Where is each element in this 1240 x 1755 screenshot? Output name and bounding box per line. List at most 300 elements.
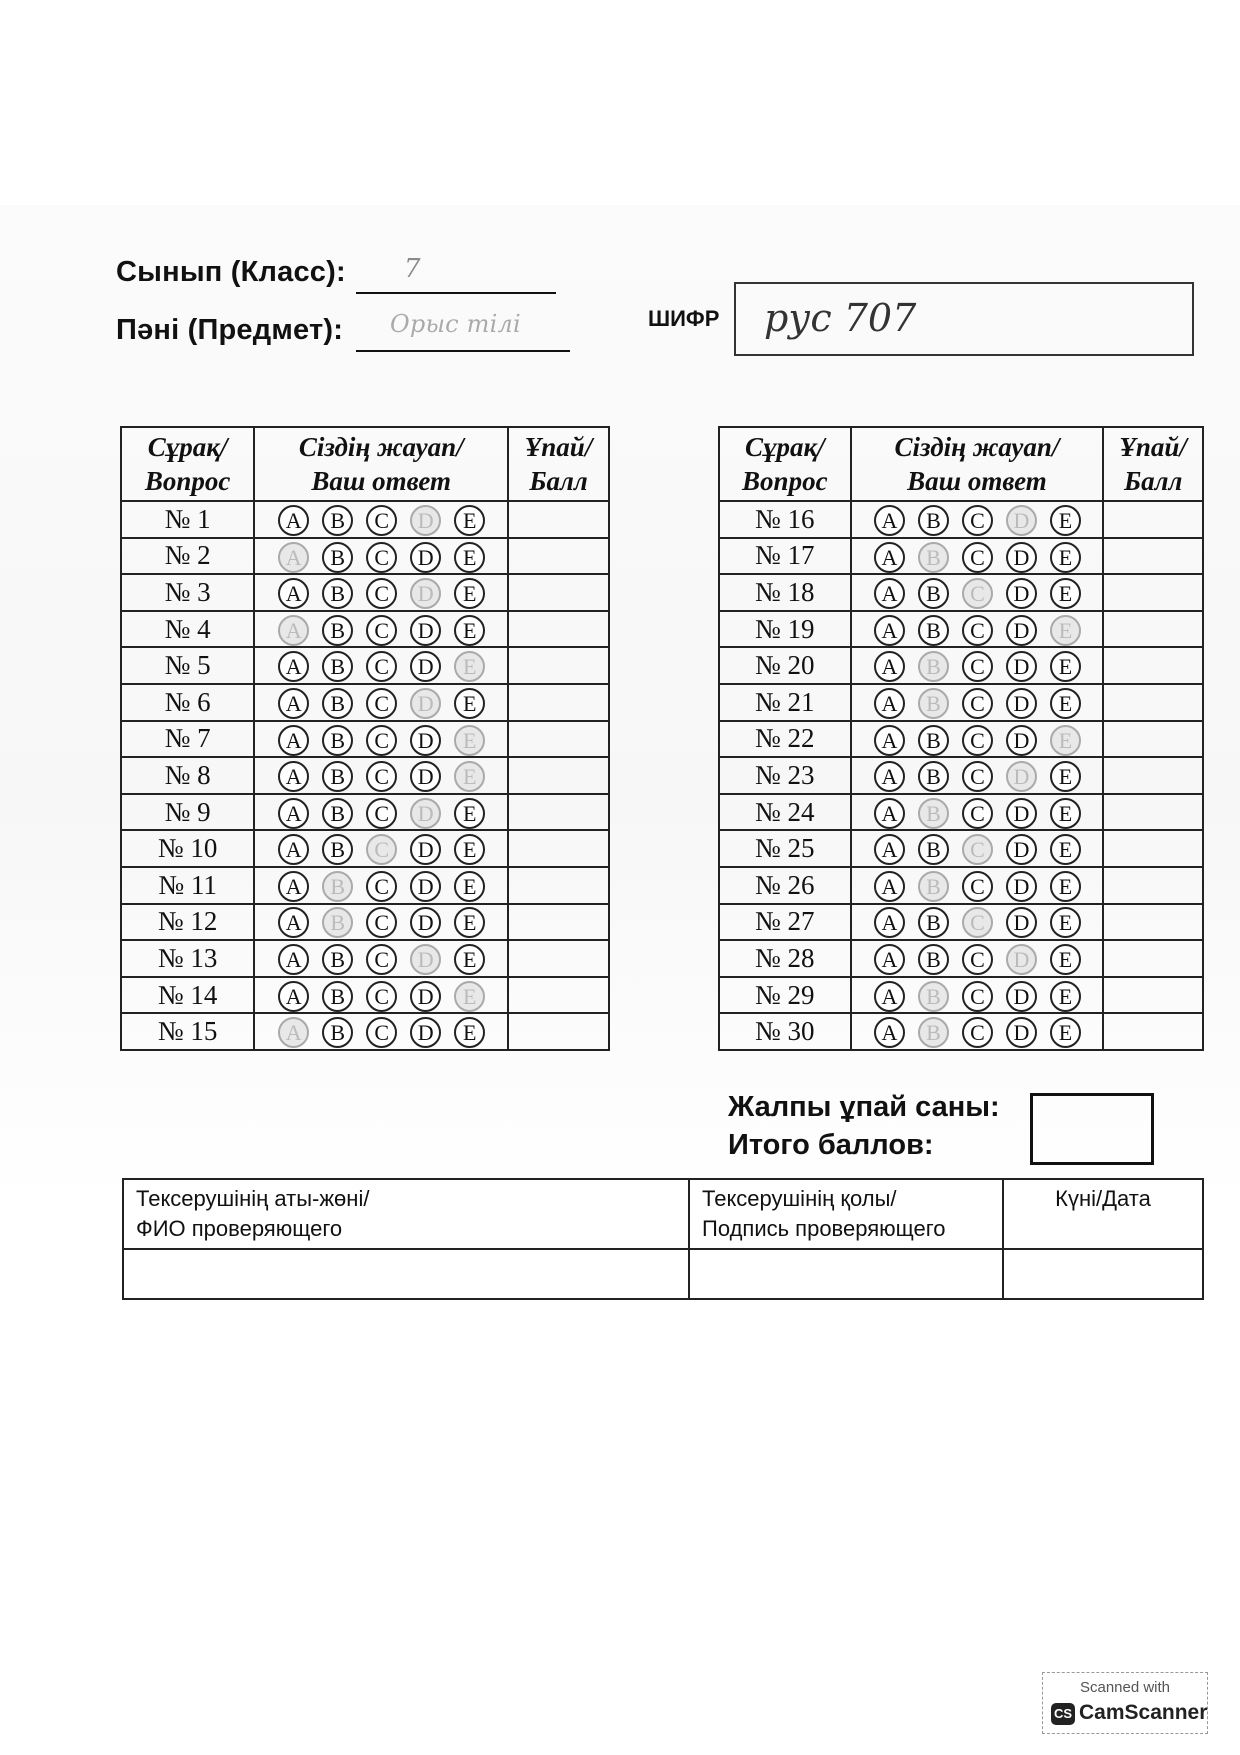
- question-row: [719, 904, 1203, 941]
- option-bubble-c[interactable]: C: [366, 1017, 397, 1048]
- score-cell[interactable]: [1103, 501, 1203, 538]
- option-bubble-c[interactable]: C: [962, 725, 993, 756]
- answer-options: [851, 830, 1104, 867]
- question-row: [719, 940, 1203, 977]
- checker-signature-cell[interactable]: [689, 1249, 1003, 1299]
- option-bubble-b[interactable]: B: [918, 725, 949, 756]
- option-bubble-a[interactable]: A: [278, 542, 309, 573]
- option-bubble-d[interactable]: D: [410, 651, 441, 682]
- option-bubble-a[interactable]: A: [278, 834, 309, 865]
- question-number: № 20: [719, 647, 851, 684]
- option-bubble-e[interactable]: E: [454, 944, 485, 975]
- option-bubble-e[interactable]: E: [454, 615, 485, 646]
- question-row: [121, 830, 609, 867]
- option-bubble-c[interactable]: C: [962, 542, 993, 573]
- option-bubble-c[interactable]: C: [962, 907, 993, 938]
- question-number: № 8: [121, 757, 254, 794]
- question-header: Сұрақ/ Вопрос: [719, 427, 851, 501]
- option-bubble-c[interactable]: C: [366, 578, 397, 609]
- question-row: [719, 647, 1203, 684]
- answer-table-right: [718, 426, 1204, 1051]
- option-bubble-a[interactable]: A: [874, 798, 905, 829]
- option-bubble-a[interactable]: A: [278, 688, 309, 719]
- option-bubble-c[interactable]: C: [366, 725, 397, 756]
- option-bubble-b[interactable]: B: [918, 542, 949, 573]
- question-number: № 3: [121, 574, 254, 611]
- question-number: № 4: [121, 611, 254, 648]
- option-bubble-a[interactable]: A: [874, 871, 905, 902]
- option-bubble-c[interactable]: C: [366, 761, 397, 792]
- option-bubble-d[interactable]: D: [410, 834, 441, 865]
- answer-options: [851, 647, 1104, 684]
- total-label-ru: Итого баллов:: [728, 1129, 934, 1161]
- score-cell[interactable]: [508, 830, 609, 867]
- score-cell[interactable]: [508, 574, 609, 611]
- score-cell[interactable]: [508, 684, 609, 721]
- score-cell[interactable]: [508, 940, 609, 977]
- option-bubble-b[interactable]: B: [918, 615, 949, 646]
- option-bubble-c[interactable]: C: [962, 615, 993, 646]
- question-row: [121, 538, 609, 575]
- option-bubble-d[interactable]: D: [1006, 871, 1037, 902]
- option-bubble-c[interactable]: C: [962, 871, 993, 902]
- answer-header: Сіздің жауап/ Ваш ответ: [851, 427, 1104, 501]
- option-bubble-d[interactable]: D: [1006, 615, 1037, 646]
- option-bubble-d[interactable]: D: [410, 725, 441, 756]
- option-bubble-e[interactable]: E: [454, 1017, 485, 1048]
- option-bubble-b[interactable]: B: [918, 981, 949, 1012]
- option-bubble-a[interactable]: A: [278, 798, 309, 829]
- option-bubble-b[interactable]: B: [918, 907, 949, 938]
- option-bubble-b[interactable]: B: [322, 798, 353, 829]
- answer-options: [254, 684, 508, 721]
- question-number: № 10: [121, 830, 254, 867]
- score-cell[interactable]: [1103, 684, 1203, 721]
- question-number: № 15: [121, 1013, 254, 1050]
- answer-options: [851, 977, 1104, 1014]
- question-header: Сұрақ/ Вопрос: [121, 427, 254, 501]
- option-bubble-e[interactable]: E: [1050, 505, 1081, 536]
- question-row: [719, 721, 1203, 758]
- option-bubble-a[interactable]: A: [874, 615, 905, 646]
- question-number: № 21: [719, 684, 851, 721]
- option-bubble-b[interactable]: B: [322, 871, 353, 902]
- score-cell[interactable]: [1103, 794, 1203, 831]
- option-bubble-e[interactable]: E: [1050, 834, 1081, 865]
- checker-signature-header: Тексерушінің қолы/ Подпись проверяющего: [689, 1179, 1003, 1249]
- option-bubble-b[interactable]: B: [322, 615, 353, 646]
- question-number: № 13: [121, 940, 254, 977]
- checker-date-header: Күні/Дата: [1003, 1179, 1203, 1249]
- option-bubble-a[interactable]: A: [278, 725, 309, 756]
- option-bubble-c[interactable]: C: [962, 688, 993, 719]
- option-bubble-a[interactable]: A: [874, 505, 905, 536]
- option-bubble-e[interactable]: E: [1050, 651, 1081, 682]
- option-bubble-a[interactable]: A: [278, 1017, 309, 1048]
- option-bubble-e[interactable]: E: [1050, 688, 1081, 719]
- question-row: [719, 830, 1203, 867]
- question-row: [719, 538, 1203, 575]
- option-bubble-a[interactable]: A: [278, 505, 309, 536]
- option-bubble-a[interactable]: A: [278, 615, 309, 646]
- class-field: [116, 254, 421, 289]
- option-bubble-d[interactable]: D: [410, 542, 441, 573]
- question-row: [121, 794, 609, 831]
- option-bubble-b[interactable]: B: [918, 505, 949, 536]
- camscanner-watermark: [1042, 1672, 1208, 1734]
- option-bubble-d[interactable]: D: [1006, 907, 1037, 938]
- question-number: № 18: [719, 574, 851, 611]
- option-bubble-e[interactable]: E: [454, 834, 485, 865]
- option-bubble-a[interactable]: A: [278, 871, 309, 902]
- option-bubble-e[interactable]: E: [1050, 871, 1081, 902]
- question-row: [121, 721, 609, 758]
- question-row: [719, 794, 1203, 831]
- option-bubble-e[interactable]: E: [1050, 907, 1081, 938]
- option-bubble-b[interactable]: B: [918, 761, 949, 792]
- answer-options: [254, 611, 508, 648]
- option-bubble-b[interactable]: B: [918, 871, 949, 902]
- option-bubble-d[interactable]: D: [410, 505, 441, 536]
- score-cell[interactable]: [508, 501, 609, 538]
- option-bubble-d[interactable]: D: [1006, 944, 1037, 975]
- question-number: № 1: [121, 501, 254, 538]
- class-value: 7: [404, 254, 421, 284]
- answer-table-left: [120, 426, 610, 1051]
- cipher-box: [734, 282, 1194, 356]
- option-bubble-a[interactable]: A: [874, 542, 905, 573]
- question-row: [719, 1013, 1203, 1050]
- question-number: № 11: [121, 867, 254, 904]
- score-cell[interactable]: [1103, 940, 1203, 977]
- option-bubble-c[interactable]: C: [366, 651, 397, 682]
- option-bubble-d[interactable]: D: [410, 907, 441, 938]
- option-bubble-d[interactable]: D: [410, 944, 441, 975]
- answer-options: [851, 684, 1104, 721]
- subject-label: Пәні (Предмет):: [116, 314, 344, 346]
- answer-options: [851, 721, 1104, 758]
- option-bubble-c[interactable]: C: [962, 505, 993, 536]
- option-bubble-d[interactable]: D: [410, 798, 441, 829]
- option-bubble-c[interactable]: C: [366, 505, 397, 536]
- option-bubble-e[interactable]: E: [1050, 542, 1081, 573]
- score-cell[interactable]: [508, 977, 609, 1014]
- question-row: [121, 757, 609, 794]
- question-number: № 5: [121, 647, 254, 684]
- question-number: № 19: [719, 611, 851, 648]
- answer-options: [254, 538, 508, 575]
- option-bubble-e[interactable]: E: [454, 907, 485, 938]
- answer-options: [254, 1013, 508, 1050]
- answer-options: [254, 977, 508, 1014]
- answer-options: [254, 830, 508, 867]
- option-bubble-a[interactable]: A: [278, 944, 309, 975]
- option-bubble-d[interactable]: D: [410, 871, 441, 902]
- option-bubble-e[interactable]: E: [1050, 578, 1081, 609]
- answer-options: [254, 721, 508, 758]
- option-bubble-b[interactable]: B: [322, 688, 353, 719]
- option-bubble-c[interactable]: C: [366, 944, 397, 975]
- option-bubble-d[interactable]: D: [410, 615, 441, 646]
- option-bubble-b[interactable]: B: [322, 578, 353, 609]
- answer-options: [254, 794, 508, 831]
- option-bubble-e[interactable]: E: [454, 981, 485, 1012]
- question-row: [121, 501, 609, 538]
- option-bubble-d[interactable]: D: [1006, 542, 1037, 573]
- question-row: [121, 904, 609, 941]
- option-bubble-a[interactable]: A: [874, 981, 905, 1012]
- option-bubble-b[interactable]: B: [322, 907, 353, 938]
- option-bubble-d[interactable]: D: [410, 688, 441, 719]
- option-bubble-c[interactable]: C: [366, 688, 397, 719]
- option-bubble-c[interactable]: C: [366, 542, 397, 573]
- option-bubble-a[interactable]: A: [874, 725, 905, 756]
- option-bubble-e[interactable]: E: [1050, 615, 1081, 646]
- option-bubble-b[interactable]: B: [918, 834, 949, 865]
- option-bubble-b[interactable]: B: [918, 1017, 949, 1048]
- question-row: [121, 977, 609, 1014]
- option-bubble-d[interactable]: D: [1006, 761, 1037, 792]
- question-row: [719, 867, 1203, 904]
- option-bubble-c[interactable]: C: [962, 798, 993, 829]
- option-bubble-a[interactable]: A: [874, 761, 905, 792]
- option-bubble-b[interactable]: B: [918, 578, 949, 609]
- option-bubble-a[interactable]: A: [278, 651, 309, 682]
- score-cell[interactable]: [508, 611, 609, 648]
- option-bubble-e[interactable]: E: [454, 725, 485, 756]
- question-number: № 29: [719, 977, 851, 1014]
- option-bubble-c[interactable]: C: [962, 651, 993, 682]
- score-cell[interactable]: [1103, 1013, 1203, 1050]
- answer-options: [254, 757, 508, 794]
- score-cell[interactable]: [1103, 647, 1203, 684]
- subject-field: [116, 310, 521, 347]
- score-cell[interactable]: [508, 538, 609, 575]
- answer-options: [851, 757, 1104, 794]
- answer-options: [254, 904, 508, 941]
- option-bubble-d[interactable]: D: [1006, 688, 1037, 719]
- question-number: № 24: [719, 794, 851, 831]
- option-bubble-a[interactable]: A: [874, 651, 905, 682]
- option-bubble-c[interactable]: C: [962, 944, 993, 975]
- answer-options: [851, 501, 1104, 538]
- answer-options: [254, 867, 508, 904]
- answer-options: [851, 538, 1104, 575]
- option-bubble-b[interactable]: B: [918, 688, 949, 719]
- option-bubble-c[interactable]: C: [962, 834, 993, 865]
- option-bubble-a[interactable]: A: [874, 944, 905, 975]
- option-bubble-b[interactable]: B: [322, 725, 353, 756]
- option-bubble-c[interactable]: C: [962, 761, 993, 792]
- score-cell[interactable]: [1103, 830, 1203, 867]
- option-bubble-d[interactable]: D: [1006, 834, 1037, 865]
- question-row: [719, 611, 1203, 648]
- option-bubble-b[interactable]: B: [322, 1017, 353, 1048]
- option-bubble-b[interactable]: B: [322, 834, 353, 865]
- option-bubble-a[interactable]: A: [278, 761, 309, 792]
- option-bubble-d[interactable]: D: [1006, 578, 1037, 609]
- option-bubble-c[interactable]: C: [366, 615, 397, 646]
- subject-line: [356, 310, 570, 352]
- option-bubble-a[interactable]: A: [874, 1017, 905, 1048]
- option-bubble-a[interactable]: A: [874, 578, 905, 609]
- answer-options: [851, 940, 1104, 977]
- score-cell[interactable]: [508, 647, 609, 684]
- answer-options: [851, 867, 1104, 904]
- option-bubble-b[interactable]: B: [322, 542, 353, 573]
- question-number: № 28: [719, 940, 851, 977]
- watermark-caption: Scanned with: [1079, 1679, 1171, 1696]
- option-bubble-e[interactable]: E: [1050, 981, 1081, 1012]
- score-cell[interactable]: [1103, 574, 1203, 611]
- option-bubble-b[interactable]: B: [322, 761, 353, 792]
- option-bubble-e[interactable]: E: [1050, 761, 1081, 792]
- question-number: № 22: [719, 721, 851, 758]
- question-number: № 16: [719, 501, 851, 538]
- option-bubble-d[interactable]: D: [410, 578, 441, 609]
- answer-options: [254, 940, 508, 977]
- option-bubble-e[interactable]: E: [454, 651, 485, 682]
- question-row: [121, 867, 609, 904]
- total-label: [728, 1088, 1000, 1164]
- option-bubble-a[interactable]: A: [278, 907, 309, 938]
- score-cell[interactable]: [1103, 611, 1203, 648]
- option-bubble-a[interactable]: A: [278, 981, 309, 1012]
- score-header: Ұпай/ Балл: [1103, 427, 1203, 501]
- option-bubble-d[interactable]: D: [1006, 725, 1037, 756]
- option-bubble-c[interactable]: C: [366, 981, 397, 1012]
- option-bubble-d[interactable]: D: [1006, 1017, 1037, 1048]
- answer-table-header: [121, 427, 609, 501]
- checker-date-cell[interactable]: [1003, 1249, 1203, 1299]
- subject-value: Орыс тілі: [390, 310, 521, 338]
- question-row: [121, 611, 609, 648]
- score-header: Ұпай/ Балл: [508, 427, 609, 501]
- question-number: № 14: [121, 977, 254, 1014]
- answer-options: [254, 574, 508, 611]
- option-bubble-d[interactable]: D: [410, 761, 441, 792]
- score-cell[interactable]: [508, 904, 609, 941]
- question-number: № 27: [719, 904, 851, 941]
- checker-name-header: Тексерушінің аты-жөні/ ФИО проверяющего: [123, 1179, 689, 1249]
- answer-options: [851, 574, 1104, 611]
- option-bubble-e[interactable]: E: [454, 505, 485, 536]
- watermark-brand: CamScanner: [1079, 1701, 1208, 1724]
- question-number: № 17: [719, 538, 851, 575]
- score-cell[interactable]: [508, 757, 609, 794]
- option-bubble-c[interactable]: C: [962, 1017, 993, 1048]
- option-bubble-b[interactable]: B: [918, 944, 949, 975]
- option-bubble-e[interactable]: E: [454, 798, 485, 829]
- class-line: [356, 256, 556, 294]
- option-bubble-c[interactable]: C: [366, 871, 397, 902]
- option-bubble-c[interactable]: C: [366, 834, 397, 865]
- question-row: [719, 684, 1203, 721]
- option-bubble-c[interactable]: C: [366, 907, 397, 938]
- option-bubble-d[interactable]: D: [1006, 798, 1037, 829]
- option-bubble-e[interactable]: E: [1050, 725, 1081, 756]
- total-label-kz: Жалпы ұпай саны:: [728, 1091, 1000, 1123]
- answer-options: [254, 501, 508, 538]
- checker-name-cell[interactable]: [123, 1249, 689, 1299]
- option-bubble-b[interactable]: B: [322, 944, 353, 975]
- total-score-box[interactable]: [1030, 1093, 1154, 1165]
- camscanner-logo-icon: CS: [1051, 1703, 1075, 1725]
- question-number: № 23: [719, 757, 851, 794]
- option-bubble-b[interactable]: B: [322, 651, 353, 682]
- option-bubble-a[interactable]: A: [874, 834, 905, 865]
- option-bubble-c[interactable]: C: [962, 981, 993, 1012]
- score-cell[interactable]: [508, 867, 609, 904]
- option-bubble-c[interactable]: C: [962, 578, 993, 609]
- option-bubble-e[interactable]: E: [454, 871, 485, 902]
- score-cell[interactable]: [1103, 538, 1203, 575]
- option-bubble-e[interactable]: E: [454, 578, 485, 609]
- score-cell[interactable]: [1103, 757, 1203, 794]
- option-bubble-e[interactable]: E: [454, 542, 485, 573]
- option-bubble-e[interactable]: E: [1050, 1017, 1081, 1048]
- option-bubble-e[interactable]: E: [1050, 798, 1081, 829]
- question-row: [121, 684, 609, 721]
- option-bubble-e[interactable]: E: [454, 688, 485, 719]
- score-cell[interactable]: [1103, 721, 1203, 758]
- score-cell[interactable]: [1103, 904, 1203, 941]
- question-number: № 9: [121, 794, 254, 831]
- question-row: [719, 501, 1203, 538]
- question-number: № 6: [121, 684, 254, 721]
- question-number: № 25: [719, 830, 851, 867]
- answer-options: [254, 647, 508, 684]
- question-row: [719, 574, 1203, 611]
- cipher-label: ШИФР: [648, 306, 720, 331]
- score-cell[interactable]: [1103, 867, 1203, 904]
- question-row: [121, 574, 609, 611]
- score-cell[interactable]: [508, 794, 609, 831]
- option-bubble-b[interactable]: B: [322, 981, 353, 1012]
- option-bubble-d[interactable]: D: [1006, 505, 1037, 536]
- option-bubble-a[interactable]: A: [874, 688, 905, 719]
- answer-table-header: [719, 427, 1203, 501]
- question-row: [719, 977, 1203, 1014]
- score-cell[interactable]: [1103, 977, 1203, 1014]
- answer-options: [851, 904, 1104, 941]
- question-row: [121, 1013, 609, 1050]
- answer-options: [851, 611, 1104, 648]
- option-bubble-c[interactable]: C: [366, 798, 397, 829]
- score-cell[interactable]: [508, 721, 609, 758]
- checker-table: [122, 1178, 1204, 1300]
- option-bubble-d[interactable]: D: [410, 981, 441, 1012]
- option-bubble-a[interactable]: A: [874, 907, 905, 938]
- answer-options: [851, 794, 1104, 831]
- answer-header: Сіздің жауап/ Ваш ответ: [254, 427, 508, 501]
- option-bubble-e[interactable]: E: [1050, 944, 1081, 975]
- answer-options: [851, 1013, 1104, 1050]
- option-bubble-d[interactable]: D: [1006, 651, 1037, 682]
- question-number: № 7: [121, 721, 254, 758]
- option-bubble-d[interactable]: D: [1006, 981, 1037, 1012]
- score-cell[interactable]: [508, 1013, 609, 1050]
- question-number: № 26: [719, 867, 851, 904]
- option-bubble-d[interactable]: D: [410, 1017, 441, 1048]
- question-number: № 30: [719, 1013, 851, 1050]
- option-bubble-a[interactable]: A: [278, 578, 309, 609]
- option-bubble-b[interactable]: B: [322, 505, 353, 536]
- option-bubble-b[interactable]: B: [918, 798, 949, 829]
- question-number: № 12: [121, 904, 254, 941]
- option-bubble-b[interactable]: B: [918, 651, 949, 682]
- option-bubble-e[interactable]: E: [454, 761, 485, 792]
